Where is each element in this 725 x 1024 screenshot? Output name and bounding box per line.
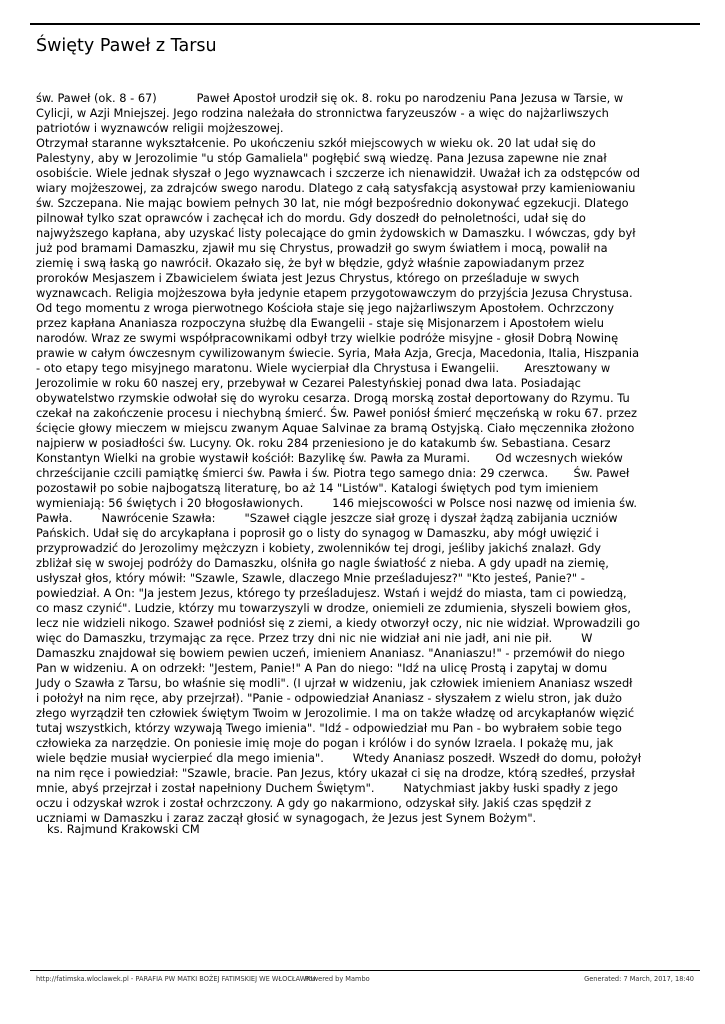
page-title: Święty Paweł z Tarsu: [36, 36, 217, 56]
footer-source-url: http://fatimska.wloclawek.pl - PARAFIA PW MATKI BOŻEJ FATIMSKIEJ WE WŁOCŁAWKU: [36, 975, 316, 983]
footer-rule: [30, 970, 700, 971]
article-body: św. Paweł (ok. 8 - 67) Paweł Apostoł urodził się ok. 8. roku po narodzeniu Pana Jezusa w Tarsie, w Cylicji, w Azji Mniejszej. Jego rodzina należała do stronnictwa faryzeuszów - a więc do najżarliwszych patriotów i wyznawców religii mojżeszowej. Otrzymał staranne wykształcenie. Po ukończeniu szkół miejscowych w wieku ok. 20 lat udał się do Palestyny, aby w Jerozolimie "u stóp Gamaliela" pogłębić swą wiedzę. Pana Jezusa zapewne nie znał osobiście. Wiele jednak słyszał o Jego wyznawcach i szczerze ich nienawidził. Uważał ich za odstępców od wiary mojżeszowej, za zdrajców swego narodu. Dlatego z całą satysfakcją asystował przy kamieniowaniu św. Szczepana. Nie mając bowiem pełnych 30 lat, nie mógł bezpośrednio dokonywać egzekucji. Dlatego pilnował tylko szat oprawców i zachęcał ich do mordu. Gdy doszedł do pełnoletności, udał się do najwyższego kapłana, aby uzyskać listy polecające do gmin żydowskich w Damaszku. I wówczas, gdy był już pod bramami Damaszku, zjawił mu się Chrystus, prowadził go swym światłem i mocą, powalił na ziemię i swą łaską go nawrócił. Okazało się, że był w błędzie, gdyż właśnie zapowiadanym przez proroków Mesjaszem i Zbawicielem świata jest Jezus Chrystus, którego on prześladuje w swych wyznawcach. Religia mojżeszowa była jedynie etapem przygotowawczym do przyjścia Jezusa Chrystusa. Od tego momentu z wroga pierwotnego Kościoła staje się jego najżarliwszym Apostołem. Ochrzczony przez kapłana Ananiasza rozpoczyna służbę dla Ewangelii - staje się Misjonarzem i Apostołem wielu narodów. Wraz ze swymi współpracownikami odbył trzy wielkie podróże misyjne - głosił Dobrą Nowinę prawie w całym ówczesnym cywilizowanym świecie. Syria, Mała Azja, Grecja, Macedonia, Italia, Hiszpania - oto etapy tego misyjnego maratonu. Wiele wycierpiał dla Chrystusa i Ewangelii. Aresztowany w Jerozolimie w roku 60 naszej ery, przebywał w Cezarei Palestyńskiej ponad dwa lata. Posiadając obywatelstwo rzymskie odwołał się do wyroku cesarza. Drogą morską został deportowany do Rzymu. Tu czekał na zakończenie procesu i niechybną śmierć. Św. Paweł poniósł śmierć męczeńską w roku 67. przez ścięcie głowy mieczem w miejscu zwanym Aquae Salvinae za bramą Ostyjską. Ciało męczennika złożono najpierw w posiadłości św. Lucyny. Ok. roku 284 przeniesiono je do katakumb św. Sebastiana. Cesarz Konstantyn Wielki na grobie wystawił kościół: Bazylikę św. Pawła za Murami. Od wczesnych wieków chrześcijanie czcili pamiątkę śmierci św. Pawła i św. Piotra tego samego dnia: 29 czerwca. Św. Paweł pozostawił po sobie najbogatszą literaturę, bo aż 14 "Listów". Katalogi świętych pod tym imieniem wymieniają: 56 świętych i 20 błogosławionych. 146 miejscowości w Polsce nosi nazwę od imienia św. Pawła. Nawrócenie Szawła: "Szaweł ciągle jeszcze siał grozę i dyszał żądzą zabijania uczniów Pańskich. Udał się do arcykapłana i poprosił go o listy do synagog w Damaszku, aby mógł uwięzić i przyprowadzić do Jerozolimy mężczyzn i kobiety, zwolenników tej drogi, jeśliby jakichś znalazł. Gdy zbliżał się w swojej podróży do Damaszku, olśniła go nagle światłość z nieba. A gdy upadł na ziemię, usłyszał głos, który mówił: "Szawle, Szawle, dlaczego Mnie prześladujesz?" "Kto jesteś, Panie?" - powiedział. A On: "Ja jestem Jezus, którego ty prześladujesz. Wstań i wejdź do miasta, tam ci powiedzą, co masz czynić". Ludzie, którzy mu towarzyszyli w drodze, oniemieli ze zdumienia, słyszeli bowiem głos, lecz nie widzieli nikogo. Szaweł podniósł się z ziemi, a kiedy otworzył oczy, nic nie widział. Wprowadzili go więc do Damaszku, trzymając za ręce. Przez trzy dni nic nie widział ani nie jadł, ani nie pił. W Damaszku znajdował się bowiem pewien uczeń, imieniem Ananiasz. "Ananiaszu!" - przemówił do niego Pan w widzeniu. A on odrzekł: "Jestem, Panie!" A Pan do niego: "Idź na ulicę Prostą i zapytaj w domu Judy o Szawła z Tarsu, bo właśnie się modli". (I ujrzał w widzeniu, jak człowiek imieniem Ananiasz wszedł i położył na nim ręce, aby przejrzał). "Panie - odpowiedział Ananiasz - słyszałem z wielu stron, jak dużo złego wyrządził ten człowiek świętym Twoim w Jerozolimie. I ma on także władzę od arcykapłanów więzić tutaj wszystkich, którzy wzywają Twego imienia". "Idź - odpowiedział mu Pan - bo wybrałem sobie tego człowieka za narzędzie. On poniesie imię moje do pogan i królów i do synów Izraela. I pokażę mu, jak wiele będzie musiał wycierpieć dla mego imienia". Wtedy Ananiasz poszedł. Wszedł do domu, położył na nim ręce i powiedział: "Szawle, bracie. Pan Jezus, który ukazał ci się na drodze, którą szedłeś, przysłał mnie, abyś przejrzał i został napełniony Duchem Świętym". Natychmiast jakby łuski spadły z jego oczu i odzyskał wzrok i został ochrzczony. A gdy go nakarmiono, odzyskał siły. Jakiś czas spędził z uczniami w Damaszku i zaraz zaczął głosić w synagogach, że Jezus jest Synem Bożym".: [36, 91, 642, 825]
footer-generated-date: Generated: 7 March, 2017, 18:40: [584, 975, 694, 983]
footer-powered-by: Powered by Mambo: [305, 975, 370, 983]
header-rule: [30, 23, 700, 25]
author-signature: ks. Rajmund Krakowski CM: [47, 822, 200, 836]
